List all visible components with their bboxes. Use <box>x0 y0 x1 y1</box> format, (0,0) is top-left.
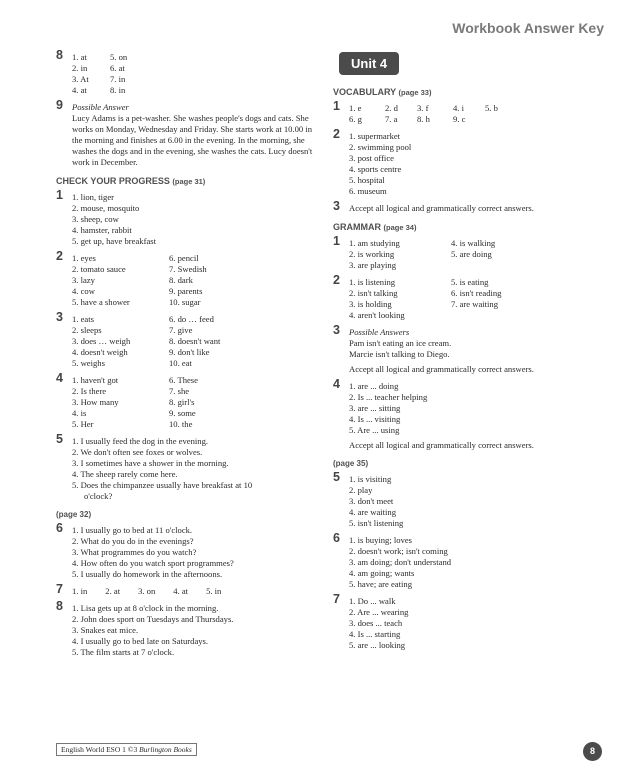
check-exercise-4 <box>56 371 316 430</box>
answer-continuation: o'clock? <box>84 491 113 501</box>
answer: 5. on <box>110 52 128 62</box>
answer: 4. i <box>453 103 464 113</box>
answer: 1. I usually feed the dog in the evening. <box>72 436 209 446</box>
answer: 3. don't meet <box>349 496 394 506</box>
answer: 7. give <box>169 325 193 335</box>
check-exercise-1 <box>56 188 316 247</box>
exercise-number: 2 <box>333 127 340 141</box>
answers <box>349 381 601 436</box>
answer: 7. Swedish <box>169 264 207 274</box>
answer: 4. is <box>72 408 87 418</box>
answers-col-2 <box>451 238 551 271</box>
grammar-exercise-4 <box>333 377 601 451</box>
answer: 5. The film starts at 7 o'clock. <box>72 647 175 657</box>
answer: 8. dark <box>169 275 193 285</box>
answers <box>349 596 601 651</box>
answer: 1. supermarket <box>349 131 401 141</box>
answer: 1. eyes <box>72 253 96 263</box>
answers-col-2 <box>451 277 551 321</box>
exercise-8-sentences <box>56 599 316 658</box>
answer: 2. isn't talking <box>349 288 398 298</box>
answer: 8. in <box>110 85 126 95</box>
exercise-6 <box>56 521 316 580</box>
answers-col-2 <box>169 314 269 369</box>
answer: 5. get up, have breakfast <box>72 236 156 246</box>
exercise-number: 6 <box>56 521 63 535</box>
exercise-number: 4 <box>56 371 63 385</box>
page-header-title: Workbook Answer Key <box>452 20 604 36</box>
accept-note: Accept all logical and grammatically correct answers. <box>349 364 534 374</box>
exercise-number: 7 <box>333 592 340 606</box>
answers-col-1 <box>349 277 451 321</box>
answer: 4. are waiting <box>349 507 397 517</box>
answers <box>349 474 601 529</box>
answers <box>349 338 601 360</box>
answer: 2. doesn't work; isn't coming <box>349 546 448 556</box>
answer: 3. on <box>138 586 156 596</box>
answer: 2. play <box>349 485 373 495</box>
possible-answer-label: Possible Answer <box>72 102 129 112</box>
answer: 3. sheep, cow <box>72 214 119 224</box>
answer-grid <box>72 52 316 96</box>
exercise-number: 3 <box>56 310 63 324</box>
answer: 2. is working <box>349 249 395 259</box>
answer: 5. is eating <box>451 277 489 287</box>
exercise-number: 2 <box>333 273 340 287</box>
grammar-exercise-6 <box>333 531 601 590</box>
answer: 5. b <box>485 103 498 113</box>
grammar-exercise-7 <box>333 592 601 651</box>
left-column <box>56 48 316 664</box>
answer: 5. have; are eating <box>349 579 412 589</box>
answer: 10. sugar <box>169 297 201 307</box>
possible-answers-label: Possible Answers <box>349 327 410 337</box>
vocab-exercise-2 <box>333 127 601 197</box>
answer: Marcie isn't talking to Diego. <box>349 349 450 359</box>
answer: 6. isn't reading <box>451 288 502 298</box>
accept-note: Accept all logical and grammatically correct answers. <box>349 203 534 213</box>
answers <box>72 603 316 658</box>
answers-col-1 <box>72 253 169 308</box>
answer: 9. some <box>169 408 196 418</box>
answer: 4. The sheep rarely come here. <box>72 469 178 479</box>
section-page: (page 34) <box>383 223 417 232</box>
answer: 3. are ... sitting <box>349 403 401 413</box>
grammar-exercise-3 <box>333 323 601 375</box>
answer: 4. hamster, rabbit <box>72 225 132 235</box>
answer: 2. We don't often see foxes or wolves. <box>72 447 203 457</box>
accept-note: Accept all logical and grammatically correct answers. <box>349 440 534 450</box>
check-exercise-3 <box>56 310 316 369</box>
answer: 5. hospital <box>349 175 385 185</box>
answer: 10. the <box>169 419 193 429</box>
answer: 4. I usually go to bed late on Saturdays. <box>72 636 209 646</box>
answers-col-2 <box>110 52 170 96</box>
answer: 2. John does sport on Tuesdays and Thursdays. <box>72 614 234 624</box>
answer: 8. girl's <box>169 397 195 407</box>
check-exercise-5 <box>56 432 316 502</box>
vocabulary-heading <box>333 87 601 97</box>
exercise-number: 8 <box>56 48 63 62</box>
answer: 4. am going; wants <box>349 568 415 578</box>
answers <box>349 535 601 590</box>
page-32-heading: (page 32) <box>56 510 92 519</box>
answer: 3. lazy <box>72 275 95 285</box>
answer: 4. sports centre <box>349 164 402 174</box>
answer: 2. Is there <box>72 386 107 396</box>
answer-grid <box>72 314 316 369</box>
answer: 5. are doing <box>451 249 492 259</box>
answer: 2. sleeps <box>72 325 102 335</box>
answer: 9. don't like <box>169 347 210 357</box>
answer: 2. What do you do in the evenings? <box>72 536 194 546</box>
answer: 3. I sometimes have a shower in the morning. <box>72 458 229 468</box>
answer: 9. c <box>453 114 466 124</box>
exercise-number: 1 <box>56 188 63 202</box>
check-exercise-2 <box>56 249 316 308</box>
answer: 1. Do ... walk <box>349 596 396 606</box>
grammar-exercise-2 <box>333 273 601 321</box>
section-title: CHECK YOUR PROGRESS <box>56 176 170 186</box>
answers <box>72 192 316 247</box>
grammar-heading <box>333 222 601 232</box>
answer: 1. is buying; loves <box>349 535 413 545</box>
answer-grid <box>349 277 601 321</box>
grammar-exercise-1 <box>333 234 601 271</box>
answer: 7. she <box>169 386 190 396</box>
answer: 3. does ... teach <box>349 618 403 628</box>
answer: 1. I usually go to bed at 11 o'clock. <box>72 525 193 535</box>
answer: 5. Are ... using <box>349 425 400 435</box>
answer: 3. f <box>417 103 429 113</box>
exercise-9-possible-answer <box>56 98 316 168</box>
answers <box>72 436 316 502</box>
answer: 5. are ... looking <box>349 640 406 650</box>
exercise-number: 3 <box>333 323 340 337</box>
vocab-exercise-3 <box>333 199 601 214</box>
exercise-number: 4 <box>333 377 340 391</box>
answer: 4. at <box>72 85 87 95</box>
answer: 5. Her <box>72 419 94 429</box>
answer: 4. is walking <box>451 238 496 248</box>
footer-copyright <box>56 743 197 756</box>
answer: 5. isn't listening <box>349 518 404 528</box>
answer: 2. swimming pool <box>349 142 412 152</box>
possible-answer-text: Lucy Adams is a pet-washer. She washes people's dogs and cats. She works on Monday, Wednesday and Friday. She starts work at 10.00 in the morning and finishes at 6.00 in the evening. In the morning, she washes the dogs and in the evening, she washes the cats. Lucy doesn't work in December. <box>72 113 313 167</box>
answer: 1. eats <box>72 314 94 324</box>
answer: 5. in <box>206 586 222 596</box>
answer: 5. Does the chimpanzee usually have breakfast at 10 <box>72 480 253 490</box>
answer: 3. are playing <box>349 260 397 270</box>
exercise-number: 5 <box>56 432 63 446</box>
answer: 5. have a shower <box>72 297 130 307</box>
answer: 9. parents <box>169 286 203 296</box>
answer: 3. How many <box>72 397 119 407</box>
unit-title-badge: Unit 4 <box>339 52 399 75</box>
answer: 8. h <box>417 114 430 124</box>
answer: 1. is listening <box>349 277 396 287</box>
section-page: (page 33) <box>398 88 432 97</box>
answer: 1. am studying <box>349 238 400 248</box>
exercise-number: 5 <box>333 470 340 484</box>
footer-brand: Burlington Books <box>139 745 192 754</box>
answer: 6. museum <box>349 186 387 196</box>
section-title: VOCABULARY <box>333 87 397 97</box>
answer: 2. Is ... teacher helping <box>349 392 428 402</box>
answer: 1. in <box>72 586 88 596</box>
answer: 10. eat <box>169 358 192 368</box>
vocab-exercise-1 <box>333 99 601 125</box>
answer <box>485 114 521 125</box>
grammar-exercise-5 <box>333 470 601 529</box>
answer: 1. Lisa gets up at 8 o'clock in the morning. <box>72 603 219 613</box>
answer: 8. doesn't want <box>169 336 221 346</box>
answer: 4. aren't looking <box>349 310 405 320</box>
answer-grid <box>349 238 601 271</box>
answer: 4. doesn't weigh <box>72 347 128 357</box>
page-35-heading: (page 35) <box>333 459 369 468</box>
right-column <box>333 52 601 657</box>
answer: 2. at <box>105 586 121 596</box>
answers-col-2 <box>169 253 269 308</box>
answer: 1. e <box>349 103 362 113</box>
exercise-number: 3 <box>333 199 340 213</box>
section-title: GRAMMAR <box>333 222 381 232</box>
answer: 5. I usually do homework in the afternoons. <box>72 569 223 579</box>
footer-text: English World ESO 1 ©3 <box>61 745 140 754</box>
answer: 4. How often do you watch sport programmes? <box>72 558 234 568</box>
answer: 3. is holding <box>349 299 392 309</box>
answer: 3. Snakes eat mice. <box>72 625 139 635</box>
answer: 3. post office <box>349 153 394 163</box>
exercise-number: 6 <box>333 531 340 545</box>
answer: 1. is visiting <box>349 474 392 484</box>
answers <box>349 131 601 197</box>
answer: 3. does … weigh <box>72 336 131 346</box>
answers-col-1 <box>72 375 169 430</box>
check-progress-heading <box>56 176 316 186</box>
answer: 4. at <box>173 586 189 596</box>
answers-col-1 <box>72 52 110 96</box>
answer: 7. in <box>110 74 126 84</box>
answer-grid <box>72 375 316 430</box>
exercise-number: 7 <box>56 582 63 596</box>
answer: 1. at <box>72 52 87 62</box>
section-page: (page 31) <box>172 177 206 186</box>
answer: 6. These <box>169 375 198 385</box>
answer: 3. am doing; don't understand <box>349 557 452 567</box>
answer: 7. are waiting <box>451 299 499 309</box>
answer: 4. Is ... visiting <box>349 414 401 424</box>
answer: 6. do … feed <box>169 314 214 324</box>
exercise-number: 8 <box>56 599 63 613</box>
answer: 1. lion, tiger <box>72 192 115 202</box>
answers-col-1 <box>72 314 169 369</box>
exercise-7 <box>56 582 316 597</box>
answer: Pam isn't eating an ice cream. <box>349 338 452 348</box>
answers-col-2 <box>169 375 269 430</box>
answer: 2. Are ... wearing <box>349 607 409 617</box>
answer: 1. are ... doing <box>349 381 399 391</box>
exercise-number: 1 <box>333 234 340 248</box>
answer: 4. cow <box>72 286 95 296</box>
page-number-badge: 8 <box>583 742 602 761</box>
answer: 4. Is ... starting <box>349 629 401 639</box>
answer: 1. haven't got <box>72 375 119 385</box>
answer: 2. in <box>72 63 88 73</box>
exercise-number: 9 <box>56 98 63 112</box>
answer-grid <box>349 103 601 125</box>
answer: 6. g <box>349 114 362 124</box>
answer: 5. weighs <box>72 358 105 368</box>
answer: 6. at <box>110 63 125 73</box>
answer: 3. What programmes do you watch? <box>72 547 197 557</box>
answers-row <box>72 586 316 597</box>
exercise-8-prepositions <box>56 48 316 96</box>
answer: 7. a <box>385 114 398 124</box>
exercise-number: 1 <box>333 99 340 113</box>
answer: 2. tomato sauce <box>72 264 126 274</box>
answers-col-1 <box>349 238 451 271</box>
answer: 6. pencil <box>169 253 199 263</box>
exercise-number: 2 <box>56 249 63 263</box>
answer: 3. At <box>72 74 89 84</box>
answer: 2. d <box>385 103 398 113</box>
answer: 2. mouse, mosquito <box>72 203 140 213</box>
answer-grid <box>72 253 316 308</box>
answers <box>72 525 316 580</box>
